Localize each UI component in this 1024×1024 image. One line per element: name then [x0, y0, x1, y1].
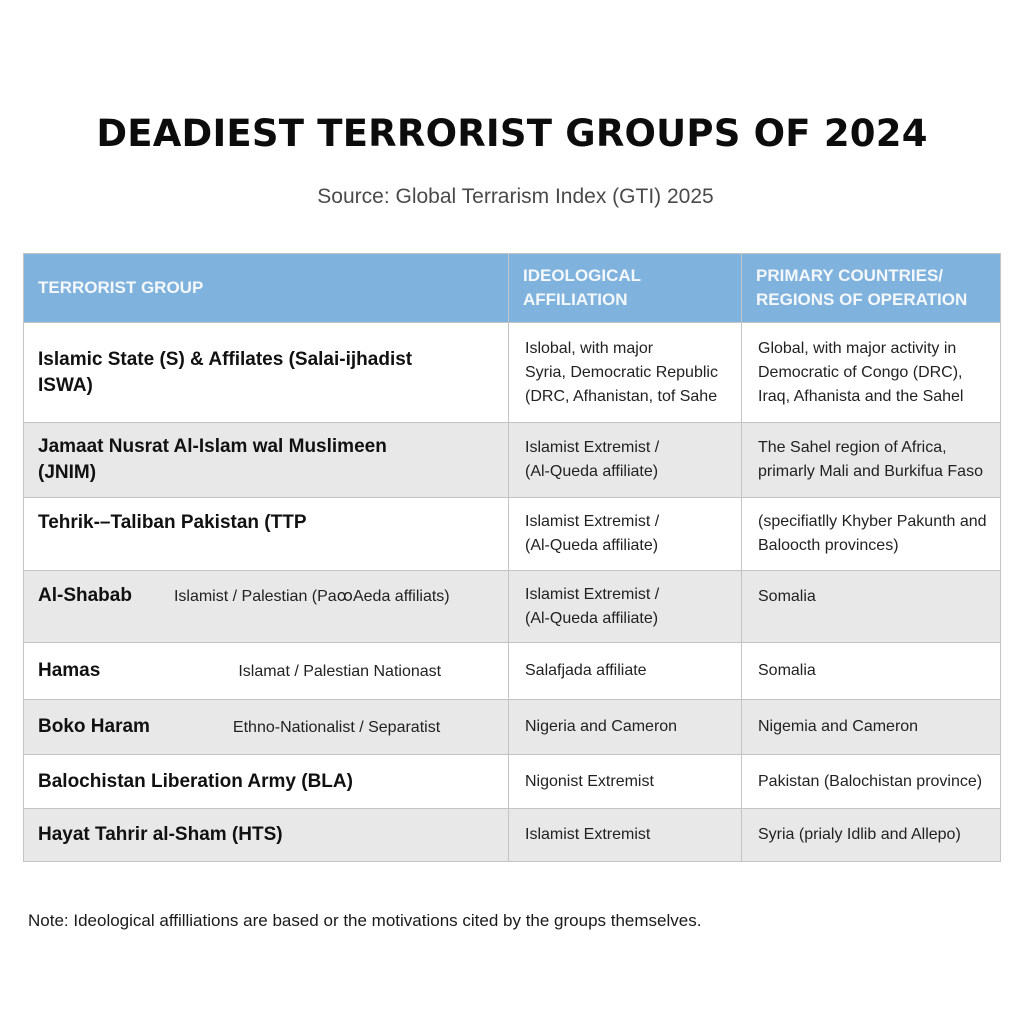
source-subtitle: Source: Global Terrarism Index (GTI) 2025 — [317, 185, 714, 208]
region-cell: Somalia — [742, 571, 1001, 643]
table-row — [24, 423, 1001, 498]
ideology-cell: Islamist Extremist / (Al-Queda affiliate) — [509, 571, 742, 643]
region-cell: Nigemia and Cameron — [742, 700, 1001, 755]
group-name-cell: Al-Shabab Islamist / Palestian (PaꝏAeda affiliats) — [24, 571, 509, 643]
table-row — [24, 809, 1001, 862]
table-row — [24, 643, 1001, 700]
group-name-cell: Hamas Islamat / Palestian Nationast — [24, 643, 509, 700]
group-name-cell: Tehrik-–Taliban Pakistan (TTP — [24, 498, 509, 571]
region-cell: Somalia — [742, 643, 1001, 700]
table-row — [24, 571, 1001, 643]
group-name-cell: Boko Haram Ethno-Nationalist / Separatist — [24, 700, 509, 755]
page-title: DEADIEST TERRORIST GROUPS OF 2024 — [96, 112, 928, 155]
terrorist-groups-table — [23, 253, 1001, 862]
header-ideological-affiliation: IDEOLOGICAL AFFILIATION — [509, 254, 742, 323]
table-row — [24, 498, 1001, 571]
group-name-cell: Jamaat Nusrat Al-Islam wal Muslimeen (JNIM) — [24, 423, 509, 498]
ideology-cell: Islamist Extremist / (Al-Queda affiliate) — [509, 423, 742, 498]
ideology-cell: Salafjada affiliate — [509, 643, 742, 700]
group-inline-note: Islamat / Palestian Nationast — [238, 662, 442, 680]
table-row — [24, 323, 1001, 423]
group-name-cell: Balochistan Liberation Army (BLA) — [24, 755, 509, 809]
table-header-row — [24, 254, 1001, 323]
region-cell: (specifiatlly Khyber Pakunth and Baloocth provinces) — [742, 498, 1001, 571]
region-cell: Global, with major activity in Democratic of Congo (DRC), Iraq, Afhanista and the Sahel — [742, 323, 1001, 423]
ideology-cell: Islobal, with major Syria, Democratic Republic (DRC, Afhanistan, tof Sahe — [509, 323, 742, 423]
footnote: Note: Ideological affilliations are based or the motivations cited by the groups themselves. — [28, 911, 702, 930]
group-name-cell: Hayat Tahrir al-Sham (HTS) — [24, 809, 509, 862]
group-inline-note: Ethno-Nationalist / Separatist — [232, 718, 441, 736]
region-cell: Pakistan (Balochistan province) — [742, 755, 1001, 809]
header-terrorist-group: TERRORIST GROUP — [24, 254, 509, 323]
region-cell: The Sahel region of Africa, primarly Mali and Burkifua Faso — [742, 423, 1001, 498]
group-inline-note: Islamist / Palestian (PaꝏAeda affiliats) — [173, 588, 450, 605]
region-cell: Syria (prialy Idlib and Allepo) — [742, 809, 1001, 862]
ideology-cell: Islamist Extremist — [509, 809, 742, 862]
ideology-cell: Nigonist Extremist — [509, 755, 742, 809]
group-name-cell: Islamic State (S) & Affilates (Salai-ijhadist ISWA) — [24, 323, 509, 423]
table-row — [24, 700, 1001, 755]
ideology-cell: Nigeria and Cameron — [509, 700, 742, 755]
header-regions: PRIMARY COUNTRIES/ REGIONS OF OPERATION — [742, 254, 1001, 323]
table-row — [24, 755, 1001, 809]
ideology-cell: Islamist Extremist / (Al-Queda affiliate) — [509, 498, 742, 571]
